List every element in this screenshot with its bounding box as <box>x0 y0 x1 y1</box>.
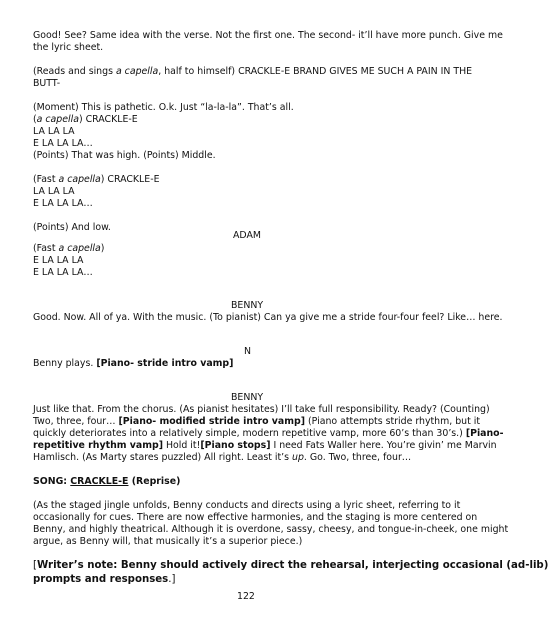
dialogue-line: Just like that. From the chorus. (As pianist hesitates) I’ll take full responsibility. Ready? (Counting) <box>33 404 490 415</box>
dialogue-line: Hamlisch. (As Marty stares puzzled) All right. Least it’s up. Go. Two, three, four… <box>33 452 412 463</box>
stage-direction-line: Benny, and highly theatrical. Although it is overdone, sassy, cheesy, and tongue-in-cheek, one might <box>33 524 509 535</box>
lyric-line: LA LA LA <box>33 186 75 197</box>
dialogue-line: (Points) And low. <box>33 222 111 233</box>
dialogue-line: (Moment) This is pathetic. O.k. Just “la-la-la”. That’s all. <box>33 102 294 113</box>
character-name-n: N <box>244 346 252 357</box>
dialogue-line: (Points) That was high. (Points) Middle. <box>33 150 216 161</box>
stage-direction-line: occasionally for cues. There are now effective harmonies, and the staging is more centered on <box>33 512 478 523</box>
character-name-benny: BENNY <box>231 392 264 403</box>
page-number: 122 <box>237 591 255 602</box>
lyric-line: E LA LA LA… <box>33 198 93 209</box>
lyric-line: E LA LA LA… <box>33 138 93 149</box>
lyric-line: LA LA LA <box>33 126 75 137</box>
writers-note-line: prompts and responses.] <box>33 574 176 585</box>
character-name-benny: BENNY <box>231 300 264 311</box>
stage-direction-line: (As the staged jingle unfolds, Benny conducts and directs using a lyric sheet, referring to it <box>33 500 461 511</box>
lyric-line: (Fast a capella) CRACKLE-E <box>33 174 160 185</box>
song-heading: SONG: CRACKLE-E (Reprise) <box>33 476 181 487</box>
dialogue-line: BUTT- <box>33 78 61 89</box>
character-name-adam: ADAM <box>233 230 261 241</box>
lyric-line: E LA LA LA <box>33 255 84 266</box>
lyric-line: (Fast a capella) <box>33 243 105 254</box>
dialogue-line: Two, three, four… [Piano- modified stride intro vamp] (Piano attempts stride rhythm, but it <box>33 416 481 427</box>
dialogue-line: repetitive rhythm vamp] Hold it![Piano stops] I need Fats Waller here. You’re givin’ me Marvin <box>33 440 497 451</box>
lyric-line: (a capella) CRACKLE-E <box>33 114 138 125</box>
dialogue-line: quickly deteriorates into a relatively simple, modern repetitive vamp, more 60’s than 30’s.) [Piano- <box>33 428 504 439</box>
dialogue-line: Good. Now. All of ya. With the music. (To pianist) Can ya give me a stride four-four feel? Like… here. <box>33 312 503 323</box>
stage-direction-line: Benny plays. [Piano- stride intro vamp] <box>33 358 234 369</box>
stage-direction-line: argue, as Benny will, that musically it’s a superior piece.) <box>33 536 303 547</box>
stage-direction-line: (Reads and sings a capella, half to himself) CRACKLE-E BRAND GIVES ME SUCH A PAIN IN THE <box>33 66 473 77</box>
dialogue-line: Good! See? Same idea with the verse. Not the first one. The second- it’ll have more punch. Give me <box>33 30 503 41</box>
lyric-line: E LA LA LA… <box>33 267 93 278</box>
writers-note-line: [Writer’s note: Benny should actively direct the rehearsal, interjecting occasional (ad-lib) <box>33 560 548 571</box>
dialogue-line: the lyric sheet. <box>33 42 104 53</box>
